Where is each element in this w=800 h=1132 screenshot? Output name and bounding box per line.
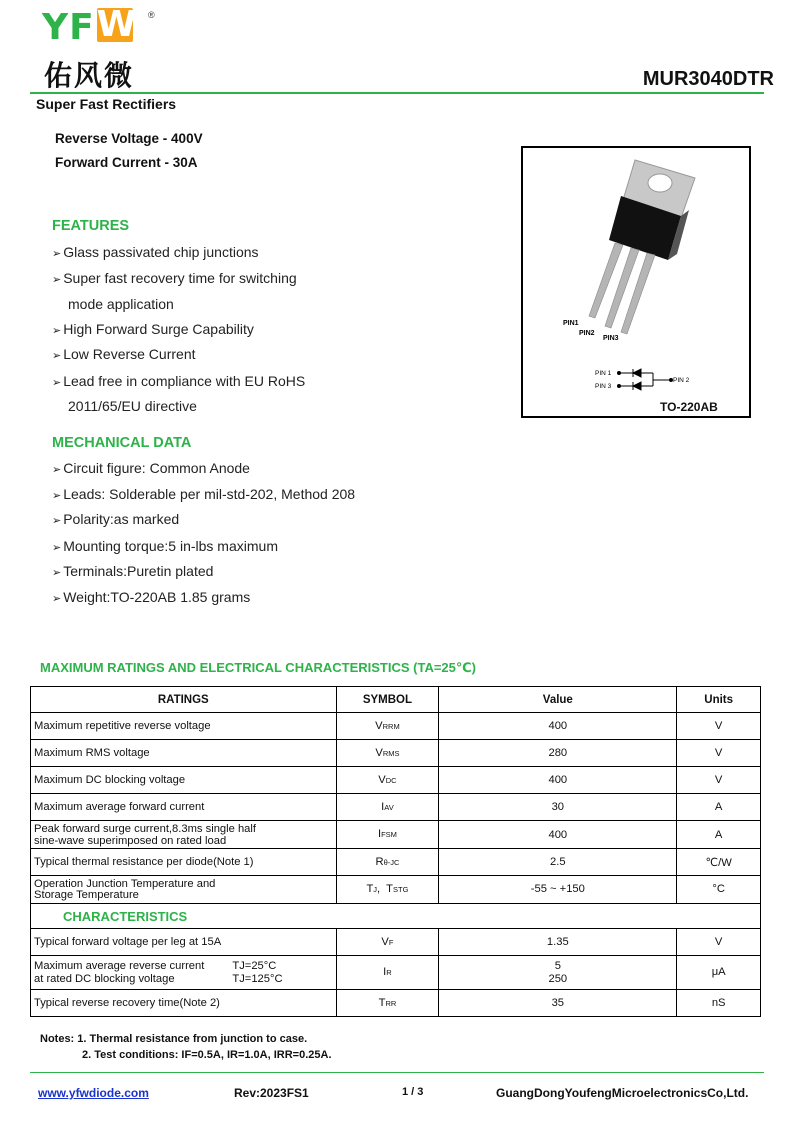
arrow-bullet-icon: ➢ — [52, 592, 62, 605]
symbol-cell: Rθ-JC — [336, 849, 439, 876]
value-cell: -55 ~ +150 — [439, 876, 677, 904]
table-row — [31, 713, 761, 740]
arrow-bullet-icon: ➢ — [52, 566, 62, 579]
unit-cell: ℃/W — [677, 849, 761, 876]
symbol-cell: TRR — [336, 990, 439, 1017]
table-row — [31, 740, 761, 767]
header-value: Value — [439, 687, 677, 713]
website-link[interactable]: www.yfwdiode.com — [38, 1086, 149, 1100]
package-name: TO-220AB — [660, 400, 718, 414]
arrow-bullet-icon: ➢ — [52, 514, 62, 527]
value-cell: 400 — [439, 821, 677, 849]
company-logo — [42, 4, 162, 92]
ratings-table-title: MAXIMUM RATINGS AND ELECTRICAL CHARACTERISTICS (TA=25℃) — [40, 660, 476, 675]
product-subtitle: Super Fast Rectifiers — [36, 96, 177, 112]
arrow-bullet-icon: ➢ — [52, 349, 62, 362]
symbol-cell: VF — [336, 929, 439, 956]
registered-mark: ® — [148, 10, 155, 20]
mechanical-item: ➢ Circuit figure: Common Anode — [52, 460, 250, 476]
table-row — [31, 849, 761, 876]
schematic-pin1-label: PIN 1 — [595, 370, 612, 377]
mechanical-item: ➢ Mounting torque:5 in-lbs maximum — [52, 538, 278, 554]
symbol-cell: VRRM — [336, 713, 439, 740]
company-name: GuangDongYoufengMicroelectronicsCo,Ltd. — [496, 1086, 749, 1100]
symbol-cell: IR — [336, 956, 439, 990]
unit-cell: nS — [677, 990, 761, 1017]
arrow-bullet-icon: ➢ — [52, 273, 62, 286]
ratings-table — [30, 686, 761, 1017]
rating-cell: Typical reverse recovery time(Note 2) — [31, 990, 337, 1017]
note-2: 2. Test conditions: IF=0.5A, IR=1.0A, IRR=0.25A. — [82, 1049, 332, 1061]
feature-item: ➢ Lead free in compliance with EU RoHS — [52, 373, 306, 389]
feature-item: ➢ Low Reverse Current — [52, 346, 196, 362]
symbol-cell: TJ, TSTG — [336, 876, 439, 904]
condition-25c: TJ=25°C — [232, 959, 277, 972]
feature-item-continuation: 2011/65/EU directive — [68, 398, 197, 414]
symbol-cell: VRMS — [336, 740, 439, 767]
pin3-label: PIN3 — [603, 335, 619, 342]
arrow-bullet-icon: ➢ — [52, 247, 62, 260]
mechanical-item: ➢ Leads: Solderable per mil-std-202, Method 208 — [52, 486, 356, 502]
schematic-pin3-label: PIN 3 — [595, 383, 612, 390]
arrow-bullet-icon: ➢ — [52, 541, 62, 554]
common-anode-schematic — [618, 369, 673, 390]
spec-forward-current: Forward Current - 30A — [55, 155, 198, 170]
rating-cell: Maximum RMS voltage — [31, 740, 337, 767]
unit-cell: A — [677, 794, 761, 821]
unit-cell: V — [677, 929, 761, 956]
value-cell: 280 — [439, 740, 677, 767]
rating-cell: Operation Junction Temperature and Storage Temperature — [31, 876, 337, 904]
arrow-bullet-icon: ➢ — [52, 489, 62, 502]
schematic-pin2-label: PIN 2 — [673, 377, 690, 384]
table-row — [31, 929, 761, 956]
header-units: Units — [677, 687, 761, 713]
unit-cell: A — [677, 821, 761, 849]
table-row — [31, 767, 761, 794]
rating-cell: Maximum DC blocking voltage — [31, 767, 337, 794]
unit-cell: °C — [677, 876, 761, 904]
table-row — [31, 794, 761, 821]
unit-cell: V — [677, 713, 761, 740]
pin1-label: PIN1 — [563, 320, 579, 327]
header-ratings: RATINGS — [31, 687, 337, 713]
rating-cell: Maximum repetitive reverse voltage — [31, 713, 337, 740]
condition-125c: TJ=125°C — [232, 972, 283, 985]
rating-cell: Typical thermal resistance per diode(Note 1) — [31, 849, 337, 876]
value-cell: 5 250 — [439, 956, 677, 990]
feature-item: ➢ Super fast recovery time for switching — [52, 270, 297, 286]
features-heading: FEATURES — [52, 218, 130, 234]
value-cell: 35 — [439, 990, 677, 1017]
spec-reverse-voltage: Reverse Voltage - 400V — [55, 131, 203, 146]
table-row — [31, 956, 761, 990]
symbol-cell: IAV — [336, 794, 439, 821]
table-header-row — [31, 687, 761, 713]
header-divider — [30, 92, 764, 94]
feature-item-continuation: mode application — [68, 296, 174, 312]
footer-divider — [30, 1072, 764, 1073]
rating-cell: Peak forward surge current,8.3ms single half sine-wave superimposed on rated load — [31, 821, 337, 849]
unit-cell: μA — [677, 956, 761, 990]
characteristics-heading: CHARACTERISTICS — [31, 904, 761, 929]
unit-cell: V — [677, 740, 761, 767]
table-row — [31, 821, 761, 849]
mechanical-item: ➢ Polarity:as marked — [52, 511, 180, 527]
header-symbol: SYMBOL — [336, 687, 439, 713]
rating-cell: Typical forward voltage per leg at 15A — [31, 929, 337, 956]
mechanical-item: ➢ Terminals:Puretin plated — [52, 563, 214, 579]
table-row — [31, 990, 761, 1017]
feature-item: ➢ High Forward Surge Capability — [52, 321, 254, 337]
part-number: MUR3040DTR — [642, 68, 774, 90]
table-notes — [40, 1031, 332, 1063]
characteristics-heading-row — [31, 904, 761, 929]
pin2-label: PIN2 — [579, 330, 595, 337]
note-1: Notes: 1. Thermal resistance from junction to case. — [40, 1033, 308, 1045]
page-number: 1 / 3 — [402, 1086, 424, 1098]
revision: Rev:2023FS1 — [234, 1086, 309, 1100]
logo-chinese-name: 佑风微 — [44, 59, 135, 92]
value-cell: 30 — [439, 794, 677, 821]
value-cell: 400 — [439, 713, 677, 740]
value-cell: 400 — [439, 767, 677, 794]
mechanical-heading: MECHANICAL DATA — [52, 435, 192, 451]
logo-mark: YFW — [42, 4, 138, 48]
symbol-cell: IFSM — [336, 821, 439, 849]
mechanical-item: ➢ Weight:TO-220AB 1.85 grams — [52, 589, 251, 605]
rating-cell: Maximum average reverse current at rated DC blocking voltage TJ=25°C TJ=125°C — [31, 956, 337, 990]
arrow-bullet-icon: ➢ — [52, 463, 62, 476]
arrow-bullet-icon: ➢ — [52, 324, 62, 337]
arrow-bullet-icon: ➢ — [52, 376, 62, 389]
symbol-cell: VDC — [336, 767, 439, 794]
unit-cell: V — [677, 767, 761, 794]
package-figure — [521, 146, 751, 418]
value-cell: 2.5 — [439, 849, 677, 876]
value-cell: 1.35 — [439, 929, 677, 956]
feature-item: ➢ Glass passivated chip junctions — [52, 244, 259, 260]
table-row — [31, 876, 761, 904]
rating-cell: Maximum average forward current — [31, 794, 337, 821]
to220-package-illustration — [523, 148, 749, 416]
